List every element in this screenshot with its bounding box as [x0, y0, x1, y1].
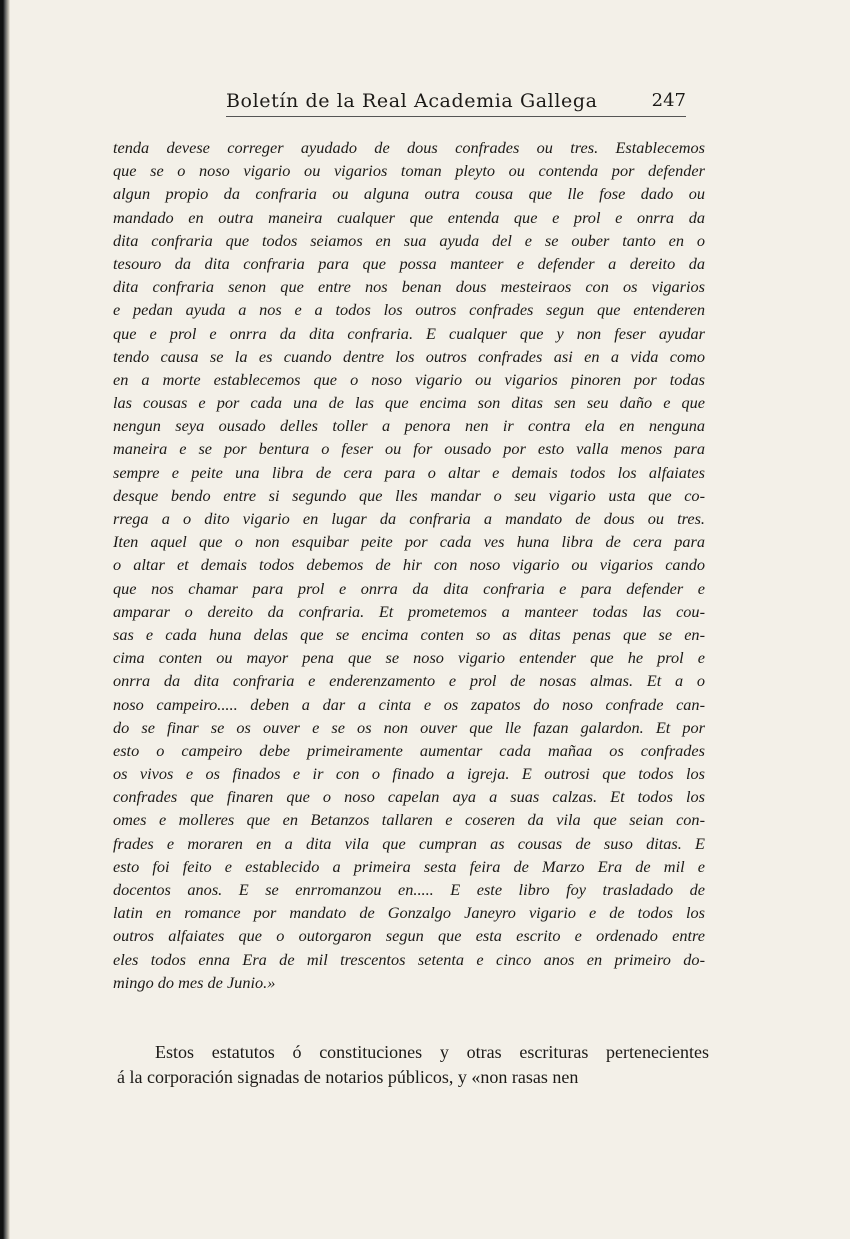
text-line: confrades que finaren que o noso capelan aya a suas calzas. Et todos los — [113, 787, 705, 807]
text-line: nengun seya ousado delles toller a penora nen ir contra ela en nenguna — [113, 416, 705, 436]
commentary-paragraph — [117, 1040, 709, 1090]
page-number: 247 — [651, 90, 686, 111]
text-line: algun propio da confraria ou alguna outra cousa que lle fose dado ou — [113, 184, 705, 204]
text-line: que e prol e onrra da dita confraria. E cualquer que y non feser ayudar — [113, 323, 705, 343]
text-line: frades e moraren en a dita vila que cumpran as cousas de suso ditas. E — [113, 833, 705, 853]
text-line: desque bendo entre si segundo que lles mandar o seu vigario usta que co- — [113, 485, 705, 505]
text-line: en a morte establecemos que o noso vigario ou vigarios pinoren por todas — [113, 369, 705, 389]
text-line: Iten aquel que o non esquibar peite por cada ves huna libra de cera para — [113, 532, 705, 552]
text-line: tesouro da dita confraria para que possa manteer e defender a dereito da — [113, 253, 705, 273]
text-line: dita confraria senon que entre nos benan dous mesteiraos con os vigarios — [113, 277, 705, 297]
text-line: tendo causa se la es cuando dentre los outros confrades asi en a vida como — [113, 346, 705, 366]
text-line: esto o campeiro debe primeiramente aumentar cada mañaa os confrades — [113, 740, 705, 760]
running-title: Boletín de la Real Academia Gallega — [226, 90, 598, 112]
text-line: outros alfaiates que o outorgaron segun que esta escrito e ordenado entre — [113, 926, 705, 946]
text-line: mingo do mes de Junio.» — [113, 972, 276, 992]
text-line: que se o noso vigario ou vigarios toman pleyto ou contenda por defender — [113, 161, 705, 181]
text-line: mandado en outra maneira cualquer que entenda que e prol e onrra da — [113, 207, 705, 227]
text-line: do se finar se os ouver e se os non ouver que lle fazan galardon. Et por — [113, 717, 705, 737]
text-line: e pedan ayuda a nos e a todos los outros confrades segun que entenderen — [113, 300, 705, 320]
text-line: onrra da dita confraria e enderenzamento e prol de nosas almas. Et a o — [113, 671, 705, 691]
text-line: rrega a o dito vigario en lugar da confraria a mandato de dous ou tres. — [113, 509, 705, 528]
text-line: tenda devese correger ayudado de dous confrades ou tres. Establecemos — [113, 138, 705, 157]
text-line: dita confraria que todos seiamos en sua ayuda del e se ouber tanto en o — [113, 230, 705, 250]
text-line: las cousas e por cada una de las que encima son ditas sen seu daño e que — [113, 393, 705, 413]
text-line: noso campeiro..... deben a dar a cinta e os zapatos do noso confrade can- — [113, 694, 705, 714]
page-binding-edge — [0, 0, 10, 1239]
text-line: Estos estatutos ó constituciones y otras escrituras pertenecientes — [155, 1042, 709, 1062]
text-line: sempre e peite una libra de cera para o altar e demais todos los alfaiates — [113, 462, 705, 482]
text-line: que nos chamar para prol e onrra da dita confraria e para defender e — [113, 578, 705, 598]
text-line: sas e cada huna delas que se encima conten so as ditas penas que se en- — [113, 624, 705, 644]
text-line: á la corporación signadas de notarios públicos, y «non rasas nen — [117, 1067, 579, 1087]
quoted-statute-text — [113, 136, 705, 994]
header-rule — [226, 116, 686, 117]
text-line: o altar et demais todos debemos de hir con noso vigario ou vigarios cando — [113, 555, 705, 575]
page-header — [226, 86, 686, 120]
text-line: cima conten ou mayor pena que se noso vigario entender que he prol e — [113, 648, 705, 668]
text-line: maneira e se por bentura o feser ou for ousado por esto valla menos para — [113, 439, 705, 459]
text-line: omes e molleres que en Betanzos tallaren e coseren da vila que seian con- — [113, 810, 705, 830]
text-line: eles todos enna Era de mil trescentos setenta e cinco anos en primeiro do- — [113, 949, 705, 969]
text-line: amparar o dereito da confraria. Et prometemos a manteer todas las cou- — [113, 601, 705, 621]
text-line: os vivos e os finados e ir con o finado a igreja. E outrosi que todos los — [113, 764, 705, 784]
text-line: latin en romance por mandato de Gonzalgo Janeyro vigario e de todos los — [113, 903, 705, 923]
text-line: esto foi feito e establecido a primeira sesta feira de Marzo Era de mil e — [113, 856, 705, 876]
text-line: docentos anos. E se enrromanzou en..... E este libro foy trasladado de — [113, 880, 705, 899]
